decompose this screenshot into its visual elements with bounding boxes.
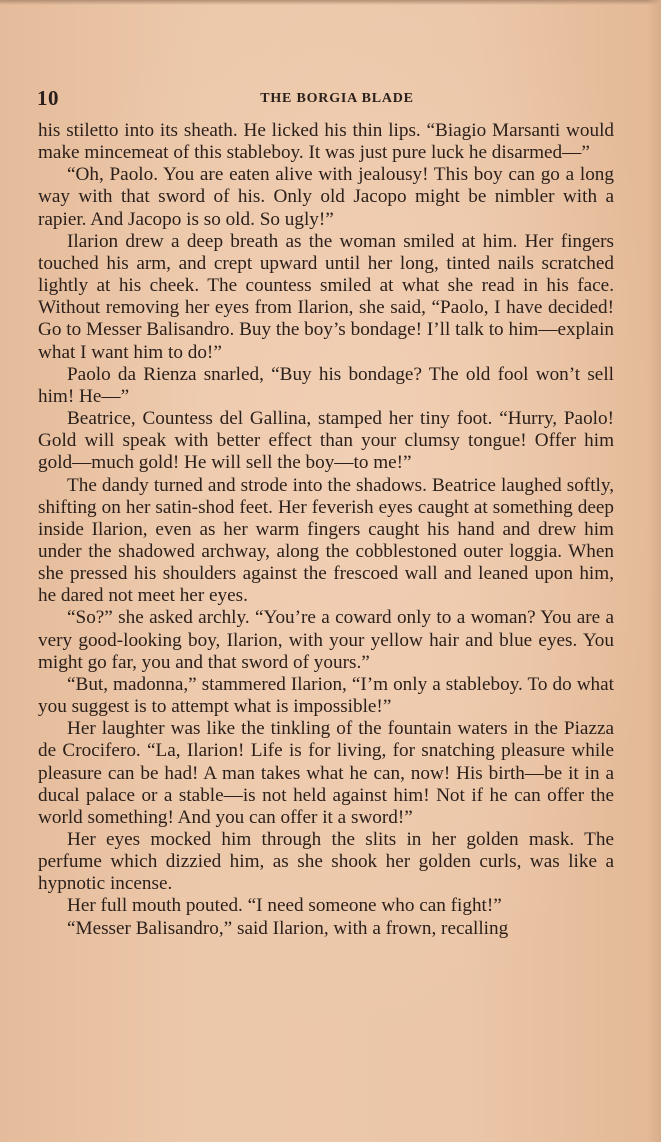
paragraph: Paolo da Rienza snarled, “Buy his bondage? The old fool won’t sell him! He—”: [38, 363, 614, 407]
page-number: 10: [37, 86, 59, 110]
page-header: [37, 86, 615, 112]
page-top-edge: [0, 0, 661, 5]
paragraph: his stiletto into its sheath. He licked his thin lips. “Biagio Marsanti would make mincemeat of this stableboy. It was just pure luck he disarmed—”: [38, 120, 614, 164]
paragraph: Beatrice, Countess del Gallina, stamped her tiny foot. “Hurry, Paolo! Gold will speak with better effect than your clumsy tongue! Offer him gold—much gold! He will sell the boy—to me!”: [38, 408, 614, 474]
paragraph: “But, madonna,” stammered Ilarion, “I’m only a stableboy. To do what you suggest is to attempt what is impossible!”: [38, 673, 614, 718]
running-title: THE BORGIA BLADE: [260, 91, 414, 106]
paragraph: “So?” she asked archly. “You’re a coward only to a woman? You are a very good-looking boy, Ilarion, with your yellow hair and blue eyes. You might go far, you and that sword of yours.”: [38, 607, 614, 673]
paragraph: “Oh, Paolo. You are eaten alive with jealousy! This boy can go a long way with that sword of his. Only old Jacopo might be nimbler with a rapier. And Jacopo is so old. So ugly!”: [38, 164, 614, 230]
paragraph: Her full mouth pouted. “I need someone who can fight!”: [67, 895, 502, 917]
paragraph: Her eyes mocked him through the slits in her golden mask. The perfume which dizzied him, as she shook her golden curls, was like a hypnotic incense.: [38, 829, 614, 895]
paragraph: Ilarion drew a deep breath as the woman smiled at him. Her fingers touched his arm, and crept upward until her long, tinted nails scratched lightly at his cheek. The countess smiled at what she read in his face. Without removing her eyes from Ilarion, she said, “Paolo, I have decided! Go to Messer Balisandro. Buy the boy’s bondage! I’ll talk to him—explain what I want him to do!”: [38, 230, 614, 363]
body-text: [38, 120, 614, 940]
paragraph: The dandy turned and strode into the shadows. Beatrice laughed softly, shifting on her satin-shod feet. Her feverish eyes caught at something deep inside Ilarion, even as her warm fingers caught his hand and drew him under the shadowed archway, along the cobblestoned outer loggia. When she pressed his shoulders against the frescoed wall and leaned upon him, he dared not meet her eyes.: [38, 474, 614, 607]
page-right-edge: [647, 0, 661, 1142]
paragraph: Her laughter was like the tinkling of the fountain waters in the Piazza de Crocifero. “La, Ilarion! Life is for living, for snatching pleasure while pleasure can be had! A man takes what he can, now! His birth—be it in a ducal palace or a stable—is not held against him! Not if he can offer the world something! And you can offer it a sword!”: [38, 718, 614, 828]
paragraph: “Messer Balisandro,” said Ilarion, with a frown, recalling: [67, 917, 509, 939]
